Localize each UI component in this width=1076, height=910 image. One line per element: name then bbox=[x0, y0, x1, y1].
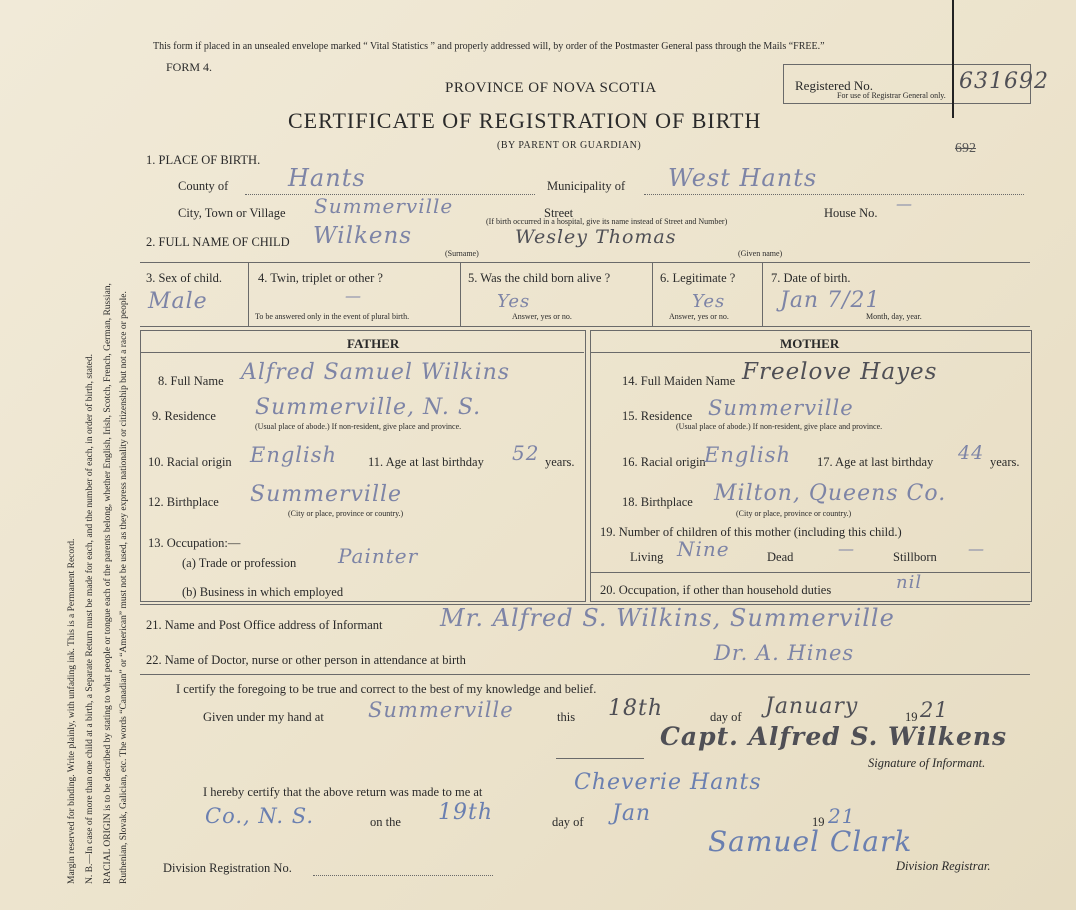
mother-stillborn-label: Stillborn bbox=[893, 550, 937, 564]
given-under-label: Given under my hand at bbox=[203, 710, 324, 724]
registrar-year-prefix: 19 bbox=[812, 815, 825, 829]
mother-living-label: Living bbox=[630, 550, 664, 564]
given-year-value: 21 bbox=[920, 698, 949, 722]
mother-residence-note: (Usual place of abode.) If non-resident, give place and province. bbox=[676, 422, 883, 431]
mother-birthplace-note: (City or place, province or country.) bbox=[736, 509, 852, 518]
twin-label: 4. Twin, triplet or other ? bbox=[258, 271, 383, 285]
father-occupation-heading: 13. Occupation:— bbox=[148, 536, 241, 550]
father-racial-value: English bbox=[250, 443, 338, 467]
given-day-value: 18th bbox=[608, 696, 664, 721]
registrar-year-value: 21 bbox=[828, 804, 856, 828]
year-prefix-label: 19 bbox=[905, 710, 918, 724]
father-trade-label: (a) Trade or profession bbox=[182, 556, 297, 570]
father-residence-value: Summerville, N. S. bbox=[255, 395, 482, 420]
place-of-birth-heading: 1. PLACE OF BIRTH. bbox=[146, 153, 261, 167]
alive-value: Yes bbox=[497, 291, 531, 312]
division-registration-label: Division Registration No. bbox=[163, 861, 292, 875]
city-label: City, Town or Village bbox=[178, 206, 286, 220]
mother-stillborn-value: — bbox=[968, 539, 985, 558]
informant-signature: Capt. Alfred S. Wilkens bbox=[660, 722, 1008, 751]
stamp-number: 692 bbox=[955, 141, 976, 156]
informant-value: Mr. Alfred S. Wilkins, Summerville bbox=[440, 604, 895, 632]
this-label: this bbox=[557, 710, 576, 724]
mother-age-value: 44 bbox=[958, 442, 985, 464]
registrar-statement: I hereby certify that the above return was made to me at bbox=[203, 785, 483, 799]
father-age-value: 52 bbox=[512, 441, 540, 465]
house-no-value: — bbox=[896, 194, 913, 213]
page-title: CERTIFICATE OF REGISTRATION OF BIRTH bbox=[288, 108, 762, 133]
margin-note-racial-origin: RACIAL ORIGIN is to be described by stating to what people or tongue each of the parents belong, whether English, Irish, Scotch, French, German, Russian, bbox=[103, 283, 113, 884]
child-name-label: 2. FULL NAME OF CHILD bbox=[146, 235, 290, 249]
mother-occupation-label: 20. Occupation, if other than household duties bbox=[600, 583, 832, 597]
given-place-value: Summerville bbox=[368, 698, 514, 722]
registered-no-label: Registered No. bbox=[795, 78, 873, 93]
mother-living-value: Nine bbox=[677, 537, 730, 561]
doctor-label: 22. Name of Doctor, nurse or other person in attendance at birth bbox=[146, 653, 466, 667]
registered-no-box bbox=[783, 64, 1049, 104]
registrar-day-value: 19th bbox=[438, 800, 494, 825]
sex-value: Male bbox=[148, 289, 208, 314]
street-label: Street bbox=[544, 206, 574, 220]
father-residence-label: 9. Residence bbox=[152, 409, 216, 423]
father-birthplace-label: 12. Birthplace bbox=[148, 495, 219, 509]
dob-note: Month, day, year. bbox=[866, 312, 922, 321]
father-name-label: 8. Full Name bbox=[158, 374, 224, 388]
father-name-value: Alfred Samuel Wilkins bbox=[241, 360, 511, 385]
twin-note: To be answered only in the event of plural birth. bbox=[255, 312, 410, 321]
legitimate-label: 6. Legitimate ? bbox=[660, 271, 736, 285]
registrar-place-county: Co., N. S. bbox=[205, 804, 315, 828]
twin-value: — bbox=[345, 286, 362, 305]
legitimate-note: Answer, yes or no. bbox=[669, 312, 729, 321]
mother-birthplace-label: 18. Birthplace bbox=[622, 495, 693, 509]
father-trade-value: Painter bbox=[338, 544, 419, 568]
mother-heading: MOTHER bbox=[780, 336, 840, 351]
father-birthplace-note: (City or place, province or country.) bbox=[288, 509, 404, 518]
registrar-day-of-label: day of bbox=[552, 815, 584, 829]
child-surname: Wilkens bbox=[313, 223, 413, 249]
father-residence-note: (Usual place of abode.) If non-resident, give place and province. bbox=[255, 422, 462, 431]
mother-residence-label: 15. Residence bbox=[622, 409, 693, 423]
mother-birthplace-value: Milton, Queens Co. bbox=[714, 481, 947, 506]
registered-no-value: 631692 bbox=[959, 69, 1049, 94]
father-business-label: (b) Business in which employed bbox=[182, 585, 344, 599]
mother-racial-label: 16. Racial origin bbox=[622, 455, 706, 469]
city-value: Summerville bbox=[314, 194, 454, 218]
province-heading: PROVINCE OF NOVA SCOTIA bbox=[445, 80, 657, 96]
ink-stroke bbox=[952, 0, 954, 118]
mother-dead-label: Dead bbox=[767, 550, 794, 564]
alive-label: 5. Was the child born alive ? bbox=[468, 271, 611, 285]
surname-caption: (Surname) bbox=[445, 249, 479, 258]
registrar-signature: Samuel Clark bbox=[708, 825, 913, 858]
sex-label: 3. Sex of child. bbox=[146, 271, 223, 285]
mother-name-label: 14. Full Maiden Name bbox=[622, 374, 736, 388]
house-no-label: House No. bbox=[824, 206, 878, 220]
informant-label: 21. Name and Post Office address of Informant bbox=[146, 618, 383, 632]
page-subtitle: (BY PARENT OR GUARDIAN) bbox=[497, 140, 642, 151]
given-name-caption: (Given name) bbox=[738, 249, 783, 258]
registrar-use-note: For use of Registrar General only. bbox=[837, 91, 946, 100]
mother-name-value: Freelove Hayes bbox=[742, 359, 938, 385]
legitimate-value: Yes bbox=[692, 291, 726, 312]
mother-age-label: 17. Age at last birthday bbox=[817, 455, 934, 469]
mother-dead-value: — bbox=[838, 539, 855, 558]
certification-statement: I certify the foregoing to be true and correct to the best of my knowledge and belief. bbox=[176, 682, 597, 696]
on-the-label: on the bbox=[370, 815, 401, 829]
alive-note: Answer, yes or no. bbox=[512, 312, 572, 321]
given-month-value: January bbox=[765, 694, 859, 719]
municipality-label: Municipality of bbox=[547, 179, 626, 193]
mother-children-label: 19. Number of children of this mother (including this child.) bbox=[600, 525, 902, 539]
county-value: Hants bbox=[288, 164, 366, 192]
day-of-label: day of bbox=[710, 710, 742, 724]
margin-note-racial-origin-cont: Ruthenian, Slovak, Galician, etc. The words “Canadian” or “American” must not be used, as they express nationality or citizenship but not a race or people. bbox=[119, 291, 129, 884]
margin-note-binding: Margin reserved for binding. Write plainly, with unfading ink. This is a Permanent Record. bbox=[67, 538, 77, 884]
father-racial-label: 10. Racial origin bbox=[148, 455, 232, 469]
father-years-label: years. bbox=[545, 455, 575, 469]
county-label: County of bbox=[178, 179, 229, 193]
father-age-label: 11. Age at last birthday bbox=[368, 455, 484, 469]
margin-note-nb: N. B.—In case of more than one child at a birth, a Separate Return must be made for each, and the number of each, in order of birth, stated. bbox=[85, 354, 95, 884]
doctor-value: Dr. A. Hines bbox=[714, 641, 855, 665]
form-number: FORM 4. bbox=[166, 60, 213, 74]
dob-label: 7. Date of birth. bbox=[771, 271, 851, 285]
father-birthplace-value: Summerville bbox=[250, 482, 403, 507]
informant-signature-caption: Signature of Informant. bbox=[868, 756, 986, 770]
registrar-place-value: Cheverie Hants bbox=[574, 770, 762, 795]
registrar-caption: Division Registrar. bbox=[896, 859, 991, 873]
mother-residence-value: Summerville bbox=[708, 396, 854, 420]
street-note: (If birth occurred in a hospital, give its name instead of Street and Number) bbox=[486, 217, 728, 226]
municipality-value: West Hants bbox=[668, 164, 818, 192]
mother-years-label: years. bbox=[990, 455, 1020, 469]
father-heading: FATHER bbox=[347, 336, 400, 351]
mother-racial-value: English bbox=[704, 443, 792, 467]
child-given-name: Wesley Thomas bbox=[515, 226, 677, 248]
mother-occupation-value: nil bbox=[896, 572, 923, 593]
mail-notice: This form if placed in an unsealed envelope marked “ Vital Statistics ” and properly addressed will, by order of the Postmaster General pass through the Mails “FREE.” bbox=[153, 41, 825, 52]
registrar-month-value: Jan bbox=[612, 801, 652, 826]
dob-value: Jan 7/21 bbox=[780, 288, 881, 313]
